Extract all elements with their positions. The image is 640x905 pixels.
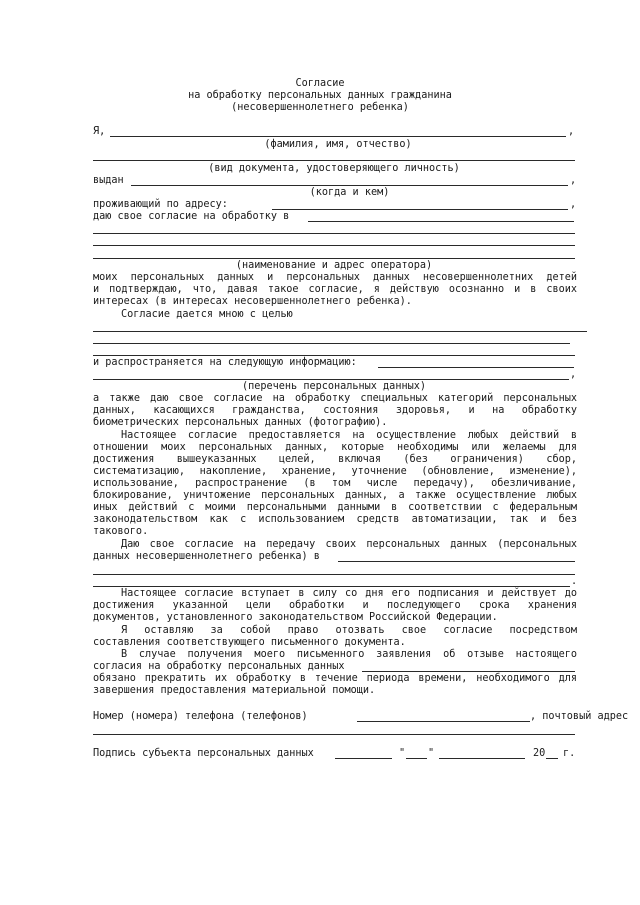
fio-field-line[interactable] xyxy=(110,136,566,137)
transfer-line-3[interactable] xyxy=(93,586,570,587)
year-suffix: г. xyxy=(563,748,576,759)
date-quote-open: " xyxy=(399,748,406,759)
paragraph-line: Даю свое согласие на передачу своих персональных данных (персональных xyxy=(121,539,577,550)
paragraph-line: моих персональных данных и персональных данных несовершеннолетних детей xyxy=(93,272,577,283)
issued-when-caption: (когда и кем) xyxy=(309,187,390,198)
vydan-label: выдан xyxy=(93,175,124,186)
identity-document-line[interactable] xyxy=(93,160,575,161)
paragraph-line: отношении моих персональных данных, которые необходимы или желаемы для xyxy=(93,442,577,453)
paragraph-line: иных действий с моими персональными данными в соответствии с федеральным xyxy=(93,502,577,513)
postal-label: , почтовый адрес xyxy=(530,711,629,722)
paragraph-line: биометрических персональных данных (фотографию). xyxy=(93,417,388,428)
month-line[interactable] xyxy=(439,758,525,759)
paragraph-line: составления соответствующего письменного документа. xyxy=(93,637,406,648)
signature-label: Подпись субъекта персональных данных xyxy=(93,748,314,759)
address-label: проживающий по адресу: xyxy=(93,199,228,210)
transfer-line-1[interactable] xyxy=(338,561,575,562)
paragraph-line: систематизацию, накопление, хранение, уточнение (обновление, изменение), xyxy=(93,466,577,477)
personal-data-list-caption: (перечень персональных данных) xyxy=(241,381,426,392)
operator-line-3[interactable] xyxy=(93,245,575,246)
operator-caption: (наименование и адрес оператора) xyxy=(235,260,433,271)
paragraph-line: законодательством как с использованием средств автоматизации, так и без xyxy=(93,514,577,525)
operator-name-line[interactable] xyxy=(362,671,575,672)
purpose-label: Согласие дается мною с целью xyxy=(121,309,293,320)
paragraph-line: использование, распространение (в том числе передачу), обезличивание, xyxy=(93,478,577,489)
paragraph-line: такового. xyxy=(93,526,149,537)
operator-line-1[interactable] xyxy=(308,221,574,222)
purpose-line-1[interactable] xyxy=(93,331,587,332)
paragraph-line: Я оставляю за собой право отозвать свое согласие посредством xyxy=(121,625,577,636)
paragraph-line: документов, установленного законодательством Российской Федерации. xyxy=(93,612,498,623)
paragraph-line: Настоящее согласие предоставляется на осуществление любых действий в xyxy=(121,430,577,441)
info-line-2[interactable] xyxy=(93,379,569,380)
consent-label: даю свое согласие на обработку в xyxy=(93,211,290,222)
comma: , xyxy=(570,369,577,380)
paragraph-line: данных несовершеннолетнего ребенка) в xyxy=(93,551,320,562)
paragraph-line: достижения вышеуказанных целей, включая (без ограничения) сбор, xyxy=(93,454,577,465)
postal-address-line[interactable] xyxy=(93,734,575,735)
comma: , xyxy=(570,199,577,210)
paragraph-line: достижения указанной цели обработки и последующего срока хранения xyxy=(93,600,577,611)
info-line-1[interactable] xyxy=(378,367,574,368)
spread-label: и распространяется на следующую информацию: xyxy=(93,357,357,368)
comma: , xyxy=(570,175,577,186)
operator-line-4[interactable] xyxy=(93,258,575,259)
paragraph-line: данных, касающихся гражданства, состояния здоровья, и на обработку xyxy=(93,405,577,416)
document-title: Согласие xyxy=(295,78,345,89)
paragraph-line: а также даю свое согласие на обработку специальных категорий персональных xyxy=(93,393,577,404)
transfer-line-2[interactable] xyxy=(93,574,575,575)
signature-line[interactable] xyxy=(335,758,392,759)
paragraph-line: интересах (в интересах несовершеннолетнего ребенка). xyxy=(93,296,412,307)
year-prefix: 20 xyxy=(533,748,546,759)
paragraph-line: и подтверждаю, что, давая такое согласие, я действую осознанно и в своих xyxy=(93,284,577,295)
paragraph-line: Настоящее согласие вступает в силу со дня его подписания и действует до xyxy=(121,588,577,599)
period: . xyxy=(571,576,578,587)
paragraph-line: В случае получения моего письменного заявления об отзыве настоящего xyxy=(121,649,577,660)
paragraph-line: завершения предоставления материальной помощи. xyxy=(93,685,376,696)
ya-label: Я, xyxy=(93,126,106,137)
purpose-line-3[interactable] xyxy=(93,355,575,356)
purpose-line-2[interactable] xyxy=(93,343,570,344)
date-quote-close: " xyxy=(428,748,435,759)
operator-line-2[interactable] xyxy=(93,233,575,234)
document-subtitle-child: (несовершеннолетнего ребенка) xyxy=(231,102,409,113)
identity-document-caption: (вид документа, удостоверяющего личность) xyxy=(208,163,460,174)
day-line[interactable] xyxy=(406,758,427,759)
year-line[interactable] xyxy=(546,758,558,759)
phone-label: Номер (номера) телефона (телефонов) xyxy=(93,711,308,722)
paragraph-line: обязано прекратить их обработку в течение периода времени, необходимого для xyxy=(93,673,577,684)
address-line[interactable] xyxy=(272,209,568,210)
paragraph-line: согласия на обработку персональных данных xyxy=(93,661,345,672)
issued-by-line[interactable] xyxy=(131,185,568,186)
paragraph-line: блокирование, уничтожение персональных данных, а также осуществление любых xyxy=(93,490,577,501)
document-subtitle: на обработку персональных данных гражданина xyxy=(188,90,452,101)
fio-caption: (фамилия, имя, отчество) xyxy=(264,139,412,150)
comma: , xyxy=(568,126,575,137)
phone-line[interactable] xyxy=(357,721,530,722)
